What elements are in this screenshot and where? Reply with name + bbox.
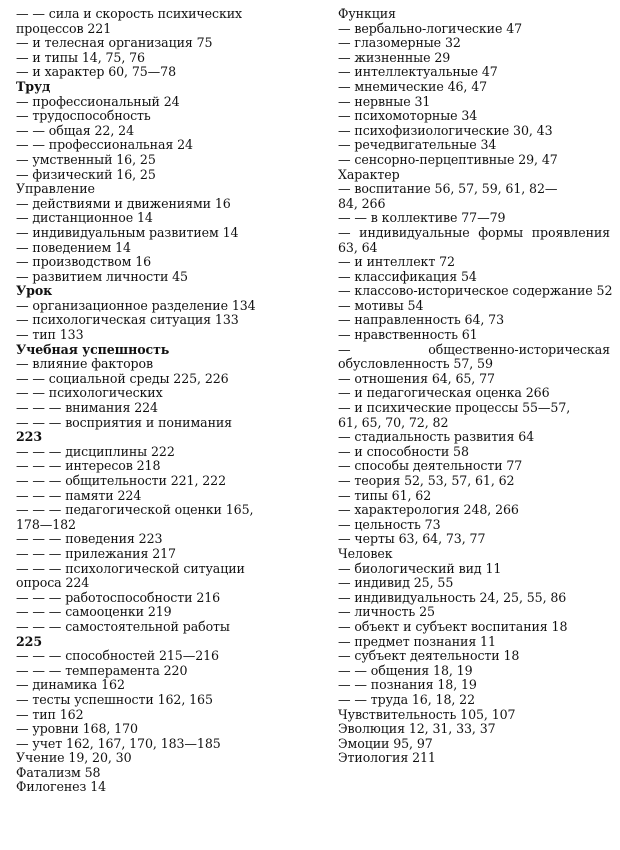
index-entry: — тип 133	[16, 327, 84, 343]
index-entry: — — — поведения 223	[16, 531, 163, 547]
index-heading: Учебная успешность	[16, 341, 170, 357]
index-entry: — развитием личности 45	[16, 268, 188, 284]
index-entry: — теория 52, 53, 57, 61, 62	[338, 473, 515, 488]
index-entry: — — — темперамента 220	[16, 662, 188, 678]
index-entry: — мнемические 46, 47	[338, 78, 488, 94]
index-entry: 61, 65, 70, 72, 82	[338, 414, 449, 430]
index-entry: — уровни 168, 170	[16, 721, 138, 737]
index-entry: — и способности 58	[338, 443, 469, 459]
index-heading: Труд	[16, 78, 51, 94]
index-entry: — — — способностей 215—216	[16, 648, 219, 664]
index-entry: — субъект деятельности 18	[338, 648, 520, 664]
index-entry: — жизненные 29	[338, 49, 451, 65]
index-heading: 225	[16, 633, 42, 649]
index-entry: Этиология 211	[338, 750, 436, 766]
index-entry: — учет 162, 167, 170, 183—185	[16, 735, 221, 751]
index-entry: — действиями и движениями 16	[16, 195, 231, 211]
index-entry: — динамика 162	[16, 677, 125, 693]
index-entry: — тесты успешности 162, 165	[16, 691, 213, 707]
index-entry: — трудоспособность	[16, 108, 151, 124]
index-entry: — объект и субъект воспитания 18	[338, 618, 568, 634]
index-entry: Филогенез 14	[16, 779, 107, 795]
index-entry: — способы деятельности 77	[338, 458, 523, 474]
index-entry: — мотивы 54	[338, 297, 424, 313]
index-entry: — стадиальность развития 64	[338, 429, 535, 445]
index-entry: 84, 266	[338, 195, 386, 211]
index-entry: — производством 16	[16, 254, 152, 270]
index-entry: — речедвигательные 34	[338, 137, 497, 153]
index-entry: — личность 25	[338, 604, 435, 620]
index-entry: — индивидуальные формы проявления 63, 64	[338, 224, 610, 255]
index-entry: — — — интересов 218	[16, 458, 161, 474]
index-entry: Эмоции 95, 97	[338, 735, 433, 751]
index-entry: — вербально-логические 47	[338, 20, 523, 36]
index-entry: — и педагогическая оценка 266	[338, 385, 550, 401]
index-entry: Управление	[16, 181, 95, 197]
index-entry: — черты 63, 64, 73, 77	[338, 531, 486, 547]
index-heading: Урок	[16, 283, 53, 299]
index-entry: — классово-историческое содержание 52	[338, 283, 613, 299]
index-entry: — психофизиологические 30, 43	[338, 122, 553, 138]
index-entry: — психологическая ситуация 133	[16, 312, 239, 328]
index-entry: Фатализм 58	[16, 764, 101, 780]
index-entry: — поведением 14	[16, 239, 131, 255]
index-entry: — общественно-историческая обусловленность 57, 59	[338, 341, 610, 372]
index-entry: — — — внимания 224	[16, 400, 158, 416]
index-entry: — воспитание 56, 57, 59, 61, 82—	[338, 181, 558, 197]
index-entry: — — сила и скорость психических	[16, 6, 243, 21]
index-entry: — направленность 64, 73	[338, 312, 505, 328]
index-entry: Учение 19, 20, 30	[16, 750, 132, 766]
index-entry: — организационное разделение 134	[16, 297, 256, 313]
index-entry: — — — прилежания 217	[16, 545, 176, 561]
index-entry: процессов 221	[16, 20, 112, 36]
index-entry: — и психические процессы 55—57,	[338, 400, 571, 416]
index-entry: — — социальной среды 225, 226	[16, 370, 229, 386]
index-entry: — и телесная организация 75	[16, 35, 213, 51]
index-entry: Функция	[338, 6, 396, 21]
index-entry: — и типы 14, 75, 76	[16, 49, 145, 65]
index-entry: — — — самостоятельной работы	[16, 618, 230, 634]
index-entry: — — — памяти 224	[16, 487, 142, 503]
index-entry: — — — работоспособности 216	[16, 589, 221, 605]
index-entry: — и интеллект 72	[338, 254, 455, 270]
index-entry: — цельность 73	[338, 516, 441, 532]
index-entry: — — общая 22, 24	[16, 122, 134, 138]
index-entry: — нервные 31	[338, 93, 431, 109]
index-entry: — глазомерные 32	[338, 35, 461, 51]
index-entry: 178—182	[16, 516, 76, 532]
index-entry: — классификация 54	[338, 268, 477, 284]
index-entry: — — — педагогической оценки 165,	[16, 502, 254, 518]
index-entry: Человек	[338, 545, 393, 561]
index-entry: — — — восприятия и понимания	[16, 414, 233, 430]
index-heading: 223	[16, 429, 42, 445]
index-entry: — сенсорно-перцептивные 29, 47	[338, 151, 558, 167]
index-entry: — индивид 25, 55	[338, 575, 454, 591]
index-entry: — отношения 64, 65, 77	[338, 370, 495, 386]
index-entry: — — профессиональная 24	[16, 137, 193, 153]
index-entry: — влияние факторов	[16, 356, 153, 372]
index-entry: — индивидуальным развитием 14	[16, 224, 239, 240]
index-entry: Чувствительность 105, 107	[338, 706, 516, 722]
index-entry: — физический 16, 25	[16, 166, 156, 182]
index-entry: Эволюция 12, 31, 33, 37	[338, 721, 496, 737]
index-entry: — — — самооценки 219	[16, 604, 172, 620]
index-entry: — тип 162	[16, 706, 84, 722]
index-entry: — типы 61, 62	[338, 487, 432, 503]
index-entry: — биологический вид 11	[338, 560, 502, 576]
index-entry: — характерология 248, 266	[338, 502, 519, 518]
index-entry: Характер	[338, 166, 400, 182]
index-entry: опроса 224	[16, 575, 90, 591]
index-entry: — — психологических	[16, 385, 163, 401]
index-entry: — — в коллективе 77—79	[338, 210, 506, 226]
index-column-right	[338, 6, 613, 766]
index-entry: — — общения 18, 19	[338, 662, 473, 678]
index-entry: — профессиональный 24	[16, 93, 180, 109]
index-entry: — — — психологической ситуации	[16, 560, 245, 576]
index-entry: — умственный 16, 25	[16, 151, 156, 167]
index-entry: — индивидуальность 24, 25, 55, 86	[338, 589, 567, 605]
index-entry: — нравственность 61	[338, 327, 478, 343]
index-entry: — — познания 18, 19	[338, 677, 477, 693]
index-entry: — — труда 16, 18, 22	[338, 691, 475, 707]
index-entry: — — — общительности 221, 222	[16, 473, 227, 488]
index-entry: — предмет познания 11	[338, 633, 496, 649]
index-entry: — психомоторные 34	[338, 108, 478, 124]
index-column-left	[16, 7, 311, 795]
index-entry: — интеллектуальные 47	[338, 64, 498, 80]
index-entry: — дистанционное 14	[16, 210, 153, 226]
index-entry: — — — дисциплины 222	[16, 443, 175, 459]
index-entry: — и характер 60, 75—78	[16, 64, 177, 80]
